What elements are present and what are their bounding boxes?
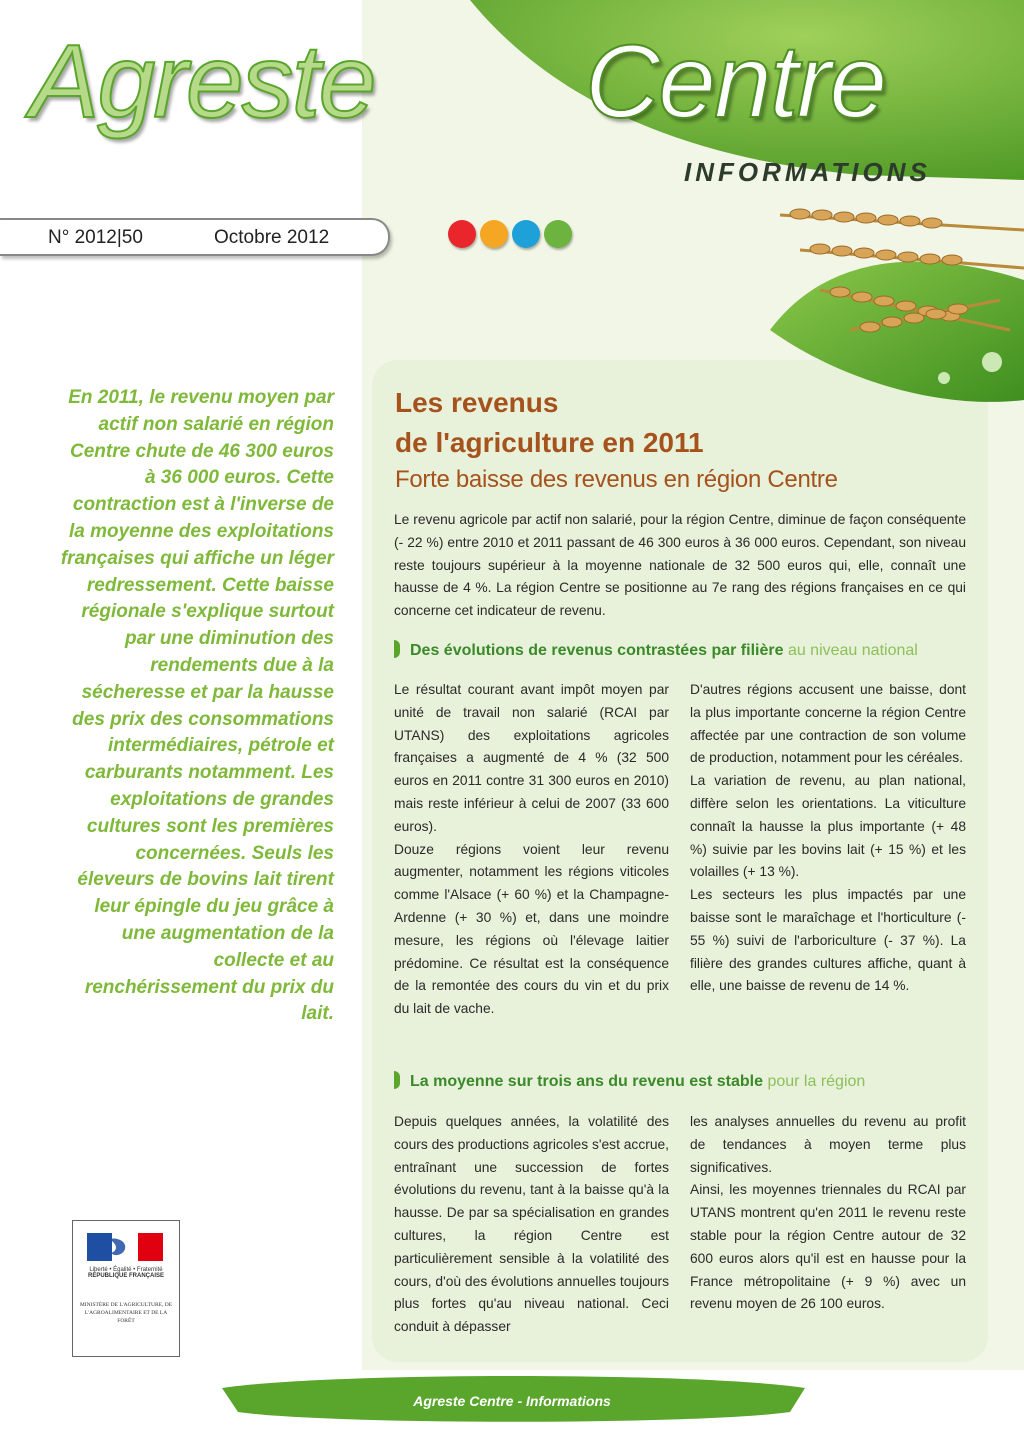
orange-dot-icon	[480, 220, 508, 248]
green-dot-icon	[544, 220, 572, 248]
section1-heading-light: au niveau national	[787, 642, 918, 659]
publication-subtitle: INFORMATIONS	[684, 157, 931, 187]
article-title	[395, 383, 704, 463]
section1-col2-para3: Les secteurs les plus impactés par une baisse sont le maraîchage et l'horticulture (- 55 %) suivi de l'arboriculture (- 37 %). La filière des grandes cultures affiche, quant à elle, une baisse de revenu de 14 %.	[690, 887, 966, 994]
issue-number: N° 2012|50	[48, 227, 143, 248]
section1-heading	[394, 640, 918, 660]
issue-tab	[0, 218, 390, 256]
blue-dot-icon	[512, 220, 540, 248]
ministry-name: MINISTÈRE DE L'AGRICULTURE, DE L'AGROALIMENTAIRE ET DE LA FORÊT	[79, 1302, 173, 1324]
section2-column1	[394, 1111, 669, 1339]
footer-text: Agreste Centre - Informations	[413, 1393, 611, 1409]
section1-heading-bold: Des évolutions de revenus contrastées par filière	[410, 642, 784, 659]
section1-col2-para2: La variation de revenu, au plan national, diffère selon les orientations. La viticulture connaît la hausse la plus importante (+ 48 %) suivie par les bovins lait (+ 15 %) et les volailles (+ 13 %).	[690, 773, 966, 880]
section-marker-icon	[394, 640, 400, 658]
ministry-logo	[72, 1220, 180, 1357]
article-title-line1: Les revenus	[395, 387, 559, 418]
title-agreste: Agreste	[30, 24, 375, 140]
red-dot-icon	[448, 220, 476, 248]
republic-name: RÉPUBLIQUE FRANÇAISE	[87, 1273, 164, 1279]
section2-heading-light: pour la région	[767, 1073, 866, 1090]
marianne-flag-icon	[87, 1233, 163, 1261]
section-marker-icon	[394, 1071, 400, 1089]
section1-col2-para1: D'autres régions accusent une baisse, dont la plus importante concerne la région Centre affectée par une contraction de son volume de production, notamment pour les céréales.	[690, 682, 966, 766]
section2-heading-bold: La moyenne sur trois ans du revenu est stable	[410, 1073, 763, 1090]
section1-column2	[690, 679, 966, 998]
section2-column2	[690, 1111, 966, 1316]
section1-col1-para1: Le résultat courant avant impôt moyen par unité de travail non salarié (RCAI par UTANS) des exploitations agricoles françaises a augmenté de 4 % (32 500 euros en 2011 contre 31 300 euros en 2010) mais reste inférieur à celui de 2007 (33 600 euros).	[394, 682, 669, 834]
water-drop	[938, 372, 950, 384]
republic-motto: Liberté • Égalité • Fraternité	[89, 1267, 163, 1273]
title-centre: Centre	[585, 24, 886, 140]
issue-date: Octobre 2012	[214, 227, 330, 248]
republic-label	[79, 1267, 173, 1279]
section1-column1	[394, 679, 669, 1021]
article-subtitle: Forte baisse des revenus en région Centre	[395, 466, 838, 493]
article-title-line2: de l'agriculture en 2011	[395, 427, 704, 458]
section2-col1-para1: Depuis quelques années, la volatilité des cours des productions agricoles s'est accrue, entraînant une succession de fortes évolutions du revenu, tant à la baisse qu'à la hausse. De par sa spécialisation en grandes cultures, la région Centre est particulièrement sensible à la volatilité des cours, d'où des évolutions annuelles toujours plus fortes qu'au niveau national. Ceci conduit à dépasser	[394, 1114, 669, 1335]
section2-heading	[394, 1071, 865, 1091]
water-drop	[982, 352, 1002, 372]
intro-summary: En 2011, le revenu moyen par actif non salarié en région Centre chute de 46 300 euros à 36 000 euros. Cette contraction est à l'inverse de la moyenne des exploitations françaises qui affiche un léger redressement. Cette baisse régionale s'explique surtout par une diminution des rendements due à la sécheresse et par la hausse des prix des consommations intermédiaires, pétrole et carburants notamment. Les exploitations de grandes cultures sont les premières concernées. Seuls les éleveurs de bovins lait tirent leur épingle du jeu grâce à une augmentation de la collecte et au renchérissement du prix du lait.	[60, 387, 334, 1025]
section1-col1-para2: Douze régions voient leur revenu augmenter, notamment les régions viticoles comme l'Alsace (+ 60 %) et la Champagne-Ardenne (+ 30 %) et, dans une moindre mesure, les régions où l'élevage laitier prédomine. Ce résultat est la conséquence de la remontée des cours du vin et du prix du lait de vache.	[394, 841, 669, 1017]
section2-col2-para1: les analyses annuelles du revenu au profit de tendances à moyen terme plus significatives.	[690, 1114, 966, 1175]
lead-paragraph: Le revenu agricole par actif non salarié, pour la région Centre, diminue de façon conséquente (- 22 %) entre 2010 et 2011 passant de 46 300 euros à 36 000 euros. Cependant, son niveau reste toujours supérieur à la moyenne nationale de 32 500 euros qui, elle, connaît une hausse de 4 %. La région Centre se positionne au 7e rang des régions françaises en ce qui concerne cet indicateur de revenu.	[394, 512, 966, 619]
section2-col2-para2: Ainsi, les moyennes triennales du RCAI par UTANS montrent qu'en 2011 le revenu reste stable pour la région Centre autour de 32 600 euros alors qu'il est en hausse pour la France métropolitaine (+ 9 %) avec un revenu moyen de 26 100 euros.	[690, 1182, 966, 1312]
